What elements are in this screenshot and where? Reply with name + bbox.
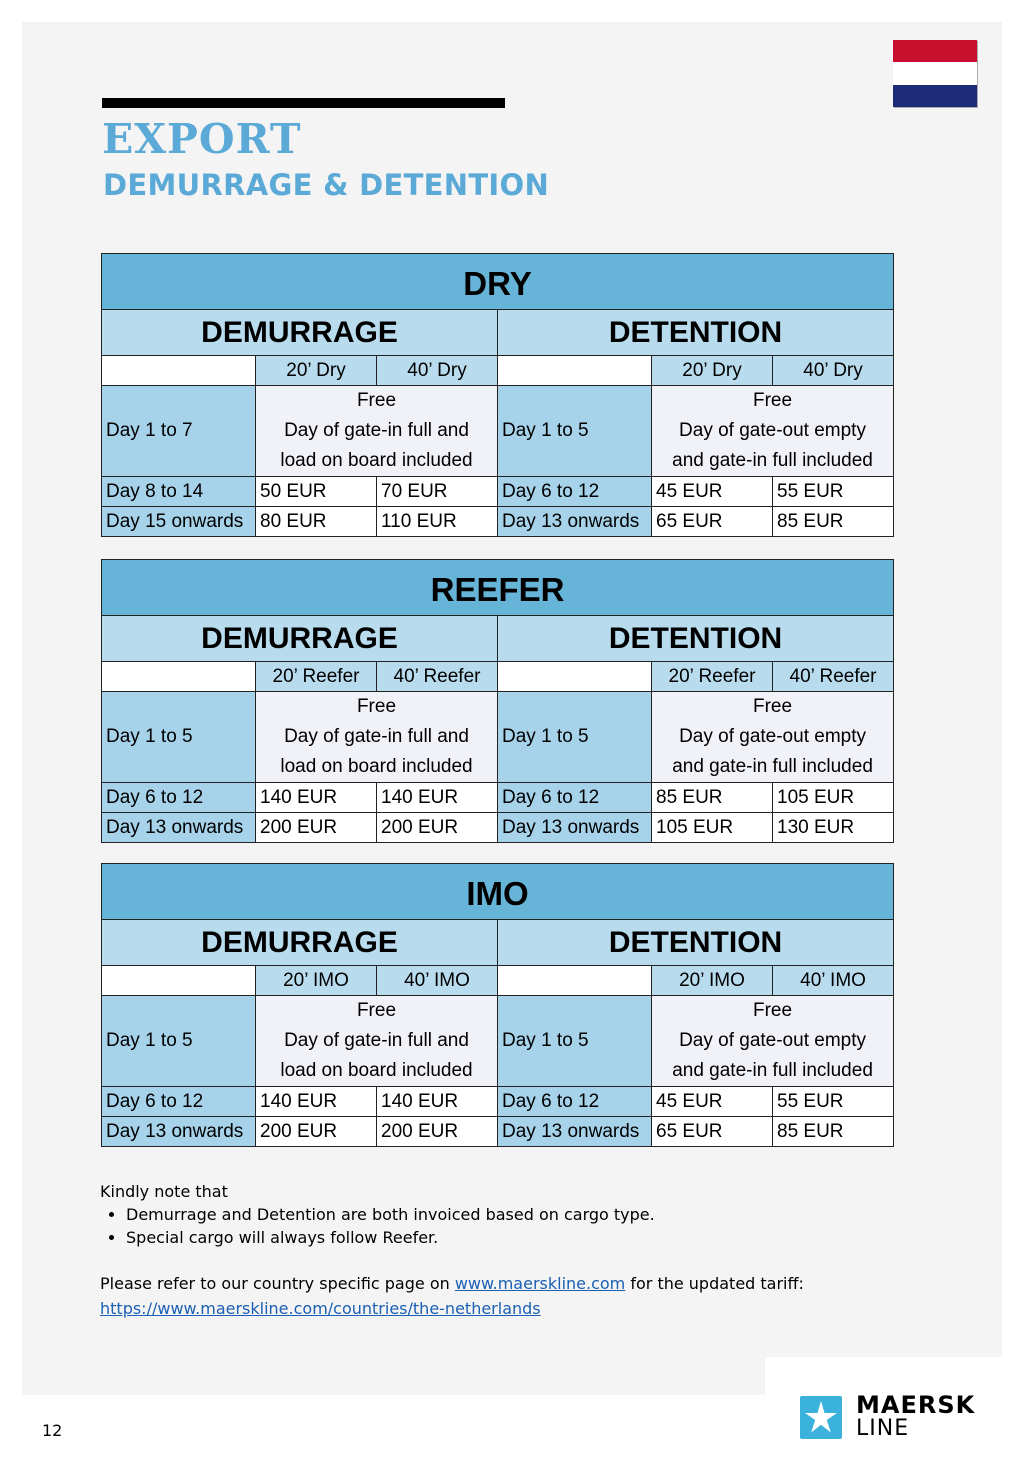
free-text-line: and gate-in full included xyxy=(672,450,873,471)
rate-cell: 55 EUR xyxy=(773,477,894,507)
header-rule xyxy=(102,98,505,108)
rate-cell: 85 EUR xyxy=(773,1117,894,1147)
row-label: Day 13 onwards xyxy=(102,1117,256,1147)
rate-cell: 140 EUR xyxy=(256,1087,377,1117)
free-text-line: Day of gate-out empty xyxy=(679,420,866,441)
rate-cell: 70 EUR xyxy=(377,477,498,507)
rate-cell: 140 EUR xyxy=(256,783,377,813)
free-text-line: load on board included xyxy=(280,1060,473,1081)
row-label: Day 13 onwards xyxy=(498,813,652,843)
logo-text xyxy=(856,1393,975,1441)
maersk-logo xyxy=(800,1393,975,1441)
tariff-table-imo xyxy=(101,863,894,1147)
page-title: EXPORT xyxy=(102,115,302,163)
country-page-link[interactable]: https://www.maerskline.com/countries/the-netherlands xyxy=(100,1299,541,1318)
free-period-cell xyxy=(652,996,894,1087)
row-label: Day 6 to 12 xyxy=(498,1087,652,1117)
column-header: 40’ Reefer xyxy=(773,662,894,692)
blank-cell xyxy=(498,966,652,996)
column-header: 20’ Reefer xyxy=(652,662,773,692)
demurrage-heading: DEMURRAGE xyxy=(102,616,498,662)
row-label: Day 6 to 12 xyxy=(102,1087,256,1117)
blank-cell xyxy=(102,662,256,692)
column-header: 20’ Dry xyxy=(652,356,773,386)
row-label: Day 13 onwards xyxy=(498,507,652,537)
blank-cell xyxy=(102,356,256,386)
page-number: 12 xyxy=(42,1421,63,1440)
column-header: 40’ Dry xyxy=(377,356,498,386)
free-text-line: Free xyxy=(753,696,793,717)
row-label: Day 1 to 5 xyxy=(102,996,256,1087)
rate-cell: 85 EUR xyxy=(652,783,773,813)
row-label: Day 1 to 5 xyxy=(498,996,652,1087)
rate-cell: 65 EUR xyxy=(652,1117,773,1147)
detention-heading: DETENTION xyxy=(498,616,894,662)
column-header: 20’ IMO xyxy=(652,966,773,996)
flag-stripe-white xyxy=(893,62,977,84)
column-header: 40’ Dry xyxy=(773,356,894,386)
rate-cell: 110 EUR xyxy=(377,507,498,537)
row-label: Day 6 to 12 xyxy=(498,477,652,507)
row-label: Day 15 onwards xyxy=(102,507,256,537)
row-label: Day 1 to 7 xyxy=(102,386,256,477)
blank-cell xyxy=(498,662,652,692)
free-text-line: Free xyxy=(752,390,793,411)
demurrage-heading: DEMURRAGE xyxy=(102,920,498,966)
list-item: • Demurrage and Detention are both invoiced based on cargo type. xyxy=(126,1203,880,1226)
free-text-line: load on board included xyxy=(280,450,473,471)
list-item: • Special cargo will always follow Reefer. xyxy=(126,1226,880,1249)
free-text-line: Free xyxy=(753,1000,793,1021)
notes-intro: Kindly note that xyxy=(100,1182,228,1201)
category-heading: IMO xyxy=(102,864,894,920)
notes-section xyxy=(100,1180,880,1249)
rate-cell: 200 EUR xyxy=(256,813,377,843)
flag-stripe-blue xyxy=(893,85,977,107)
maerskline-link[interactable]: www.maerskline.com xyxy=(454,1274,626,1293)
column-header: 20’ IMO xyxy=(256,966,377,996)
rate-cell: 45 EUR xyxy=(652,477,773,507)
free-text-line: Day of gate-out empty xyxy=(679,726,866,747)
free-period-cell xyxy=(652,386,894,477)
row-label: Day 13 onwards xyxy=(498,1117,652,1147)
rate-cell: 50 EUR xyxy=(256,477,377,507)
rate-cell: 130 EUR xyxy=(773,813,894,843)
row-label: Day 1 to 5 xyxy=(102,692,256,783)
free-text-line: Day of gate-in full and xyxy=(284,726,469,747)
free-period-cell xyxy=(256,692,498,783)
rate-cell: 80 EUR xyxy=(256,507,377,537)
row-label: Day 8 to 14 xyxy=(102,477,256,507)
rate-cell: 65 EUR xyxy=(652,507,773,537)
row-label: Day 13 onwards xyxy=(102,813,256,843)
free-period-cell xyxy=(652,692,894,783)
free-text-line: Free xyxy=(356,696,397,717)
page-subtitle: DEMURRAGE & DETENTION xyxy=(103,168,550,202)
free-text-line: and gate-in full included xyxy=(672,1060,873,1081)
column-header: 40’ Reefer xyxy=(377,662,498,692)
column-header: 20’ Dry xyxy=(256,356,377,386)
free-text-line: Day of gate-in full and xyxy=(284,1030,469,1051)
category-heading: REEFER xyxy=(102,560,894,616)
detention-heading: DETENTION xyxy=(498,920,894,966)
free-text-line: and gate-in full included xyxy=(672,756,873,777)
row-label: Day 1 to 5 xyxy=(498,692,652,783)
rate-cell: 45 EUR xyxy=(652,1087,773,1117)
rate-cell: 200 EUR xyxy=(256,1117,377,1147)
free-text-line: Free xyxy=(356,390,397,411)
free-text-line: Day of gate-out empty xyxy=(679,1030,866,1051)
row-label: Day 6 to 12 xyxy=(102,783,256,813)
blank-cell xyxy=(102,966,256,996)
refer-text: Please refer to our country specific page on xyxy=(100,1274,455,1293)
refer-text: for the updated tariff: xyxy=(625,1274,804,1293)
rate-cell: 140 EUR xyxy=(377,783,498,813)
star-icon xyxy=(800,1396,842,1439)
tariff-table-reefer xyxy=(101,559,894,843)
demurrage-heading: DEMURRAGE xyxy=(102,310,498,356)
flag-stripe-red xyxy=(893,40,977,62)
refer-paragraph xyxy=(100,1271,900,1321)
netherlands-flag xyxy=(893,40,977,107)
category-heading: DRY xyxy=(102,254,894,310)
detention-heading: DETENTION xyxy=(498,310,894,356)
rate-cell: 105 EUR xyxy=(652,813,773,843)
free-text-line: Free xyxy=(356,1000,397,1021)
row-label: Day 1 to 5 xyxy=(498,386,652,477)
rate-cell: 105 EUR xyxy=(773,783,894,813)
free-text-line: Day of gate-in full and xyxy=(284,420,469,441)
column-header: 40’ IMO xyxy=(377,966,498,996)
free-text-line: load on board included xyxy=(280,756,473,777)
rate-cell: 200 EUR xyxy=(377,813,498,843)
blank-cell xyxy=(498,356,652,386)
rate-cell: 140 EUR xyxy=(377,1087,498,1117)
star-icon xyxy=(804,1400,838,1434)
column-header: 40’ IMO xyxy=(773,966,894,996)
rate-cell: 55 EUR xyxy=(773,1087,894,1117)
notes-list xyxy=(100,1203,880,1249)
rate-cell: 85 EUR xyxy=(773,507,894,537)
rate-cell: 200 EUR xyxy=(377,1117,498,1147)
free-period-cell xyxy=(256,996,498,1087)
logo-line1: MAERSK xyxy=(856,1391,976,1419)
free-period-cell xyxy=(256,386,498,477)
row-label: Day 6 to 12 xyxy=(498,783,652,813)
tariff-table-dry xyxy=(101,253,894,537)
column-header: 20’ Reefer xyxy=(256,662,377,692)
logo-line2: LINE xyxy=(856,1416,910,1441)
